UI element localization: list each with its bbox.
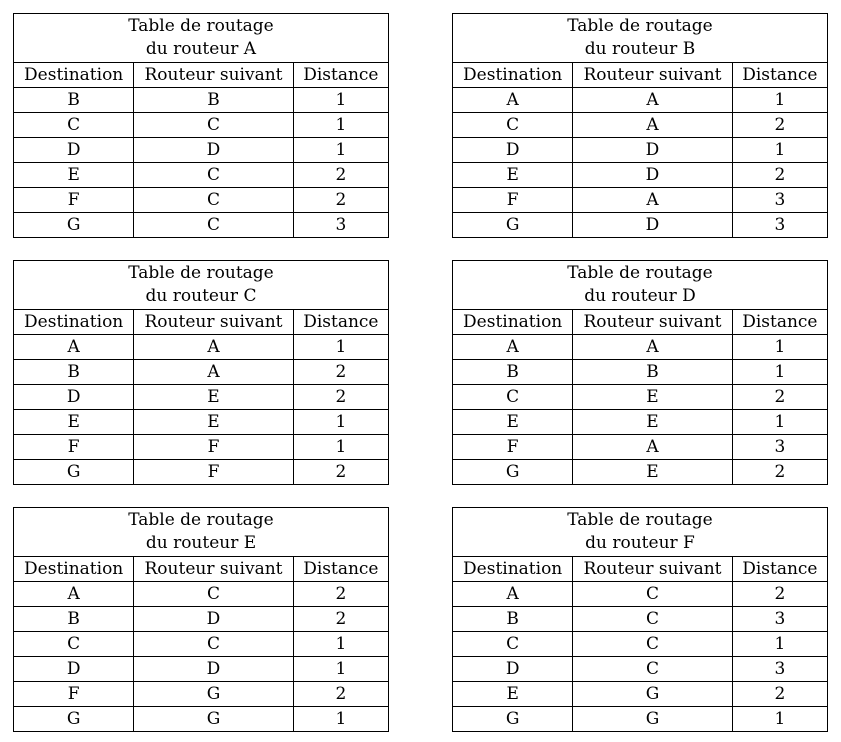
column-header-destination: Destination [14,557,134,582]
table-row [14,410,389,435]
cell-destination: C [14,113,134,138]
cell-next-router: A [573,435,732,460]
table-row [453,410,828,435]
table-row [14,213,389,238]
cell-distance: 2 [732,385,827,410]
column-header-destination: Destination [453,310,573,335]
cell-destination: G [453,707,573,732]
cell-next-router: E [573,410,732,435]
cell-destination: D [453,657,573,682]
table-row [453,435,828,460]
table-row [453,213,828,238]
table-title [453,261,828,310]
column-header-row [453,63,828,88]
routing-table-router-b [452,13,828,238]
cell-distance: 3 [293,213,388,238]
cell-destination: F [14,682,134,707]
cell-destination: E [14,163,134,188]
cell-destination: F [14,435,134,460]
cell-distance: 1 [732,88,827,113]
routing-table-router-a [13,13,389,238]
column-header-row [453,557,828,582]
table-row [14,88,389,113]
cell-destination: A [14,582,134,607]
cell-destination: B [14,360,134,385]
table-row [453,707,828,732]
table-row [453,138,828,163]
table-row [14,360,389,385]
table-row [14,435,389,460]
cell-destination: E [453,163,573,188]
cell-destination: D [14,657,134,682]
column-header-destination: Destination [453,63,573,88]
table-row [14,460,389,485]
table-row [453,682,828,707]
cell-next-router: C [134,582,293,607]
cell-distance: 3 [732,657,827,682]
cell-next-router: G [134,707,293,732]
table-row [14,657,389,682]
table-title-line2: du routeur A [145,39,257,59]
table-row [453,385,828,410]
cell-distance: 3 [732,188,827,213]
cell-distance: 1 [732,360,827,385]
table-title [14,508,389,557]
cell-distance: 1 [293,335,388,360]
cell-next-router: C [573,657,732,682]
column-header-distance: Distance [732,557,827,582]
table-title-line2: du routeur D [584,286,696,306]
cell-next-router: E [573,460,732,485]
routing-table-router-f [452,507,828,732]
cell-distance: 2 [732,460,827,485]
table-row [453,607,828,632]
table-row [14,582,389,607]
column-header-next-router: Routeur suivant [573,557,732,582]
cell-next-router: A [134,335,293,360]
table-row [453,163,828,188]
cell-distance: 3 [732,607,827,632]
cell-distance: 2 [732,163,827,188]
cell-destination: A [453,335,573,360]
table-title-line1: Table de routage [567,263,713,283]
cell-distance: 1 [293,113,388,138]
cell-destination: C [14,632,134,657]
cell-next-router: C [134,113,293,138]
column-header-row [14,557,389,582]
cell-next-router: C [134,163,293,188]
cell-destination: B [453,607,573,632]
routing-table-router-c [13,260,389,485]
table-title-row [14,508,389,557]
cell-destination: F [453,435,573,460]
cell-destination: C [453,113,573,138]
table-row [453,582,828,607]
table-row [453,113,828,138]
column-header-distance: Distance [732,310,827,335]
cell-destination: D [453,138,573,163]
table-title-line1: Table de routage [567,16,713,36]
table-row [14,335,389,360]
table-row [14,188,389,213]
cell-distance: 1 [293,88,388,113]
cell-destination: B [14,88,134,113]
table-title [453,14,828,63]
cell-next-router: A [573,188,732,213]
table-title [14,261,389,310]
table-title-line1: Table de routage [128,263,274,283]
table-title-line1: Table de routage [567,510,713,530]
table-row [14,632,389,657]
table-row [14,607,389,632]
table-title-row [453,14,828,63]
table-title-row [453,508,828,557]
cell-distance: 1 [293,707,388,732]
cell-next-router: A [573,88,732,113]
cell-next-router: C [573,632,732,657]
table-row [14,682,389,707]
cell-distance: 3 [732,435,827,460]
cell-destination: G [453,460,573,485]
table-row [14,163,389,188]
routing-table-router-d [452,260,828,485]
cell-next-router: G [134,682,293,707]
cell-destination: B [14,607,134,632]
column-header-distance: Distance [293,63,388,88]
routing-table-router-e [13,507,389,732]
cell-distance: 1 [732,632,827,657]
column-header-next-router: Routeur suivant [134,557,293,582]
cell-next-router: D [134,138,293,163]
cell-distance: 2 [732,113,827,138]
cell-distance: 1 [293,138,388,163]
column-header-next-router: Routeur suivant [134,63,293,88]
cell-destination: E [453,682,573,707]
table-row [453,632,828,657]
cell-next-router: A [134,360,293,385]
table-title-line1: Table de routage [128,16,274,36]
cell-destination: F [14,188,134,213]
table-row [14,113,389,138]
cell-next-router: A [573,113,732,138]
cell-distance: 1 [732,410,827,435]
column-header-destination: Destination [453,557,573,582]
cell-next-router: A [573,335,732,360]
table-title-row [14,261,389,310]
column-header-row [14,63,389,88]
cell-distance: 1 [293,657,388,682]
column-header-distance: Distance [293,310,388,335]
cell-next-router: E [573,385,732,410]
table-row [453,335,828,360]
cell-destination: A [14,335,134,360]
cell-next-router: C [134,213,293,238]
table-row [453,88,828,113]
column-header-next-router: Routeur suivant [573,63,732,88]
cell-distance: 1 [293,632,388,657]
table-title [453,508,828,557]
cell-distance: 2 [293,360,388,385]
cell-next-router: C [134,188,293,213]
cell-next-router: D [573,138,732,163]
table-title-row [453,261,828,310]
column-header-row [14,310,389,335]
cell-destination: E [14,410,134,435]
cell-next-router: D [134,607,293,632]
cell-distance: 2 [732,682,827,707]
cell-destination: A [453,88,573,113]
column-header-distance: Distance [293,557,388,582]
cell-next-router: F [134,460,293,485]
cell-next-router: G [573,682,732,707]
table-title-row [14,14,389,63]
cell-distance: 2 [293,188,388,213]
cell-next-router: C [573,582,732,607]
table-title-line2: du routeur C [145,286,257,306]
table-row [453,460,828,485]
cell-distance: 3 [732,213,827,238]
table-row [453,188,828,213]
table-row [14,707,389,732]
cell-next-router: D [573,213,732,238]
cell-distance: 2 [293,460,388,485]
cell-destination: D [14,385,134,410]
cell-distance: 2 [293,582,388,607]
cell-destination: G [14,213,134,238]
table-row [453,360,828,385]
cell-distance: 1 [293,410,388,435]
cell-distance: 2 [293,682,388,707]
cell-destination: F [453,188,573,213]
cell-destination: E [453,410,573,435]
column-header-next-router: Routeur suivant [573,310,732,335]
cell-destination: D [14,138,134,163]
cell-destination: G [14,707,134,732]
cell-distance: 2 [293,385,388,410]
column-header-next-router: Routeur suivant [134,310,293,335]
cell-destination: B [453,360,573,385]
cell-next-router: D [573,163,732,188]
cell-next-router: E [134,385,293,410]
cell-next-router: C [134,632,293,657]
cell-distance: 2 [732,582,827,607]
cell-next-router: F [134,435,293,460]
table-title-line1: Table de routage [128,510,274,530]
cell-distance: 2 [293,607,388,632]
table-title-line2: du routeur B [584,39,696,59]
cell-next-router: D [134,657,293,682]
cell-destination: C [453,632,573,657]
column-header-row [453,310,828,335]
cell-distance: 1 [732,138,827,163]
column-header-destination: Destination [14,310,134,335]
table-row [14,138,389,163]
table-row [14,385,389,410]
cell-destination: C [453,385,573,410]
cell-destination: G [453,213,573,238]
cell-distance: 2 [293,163,388,188]
table-title-line2: du routeur F [585,533,695,553]
cell-next-router: B [134,88,293,113]
cell-next-router: G [573,707,732,732]
cell-destination: G [14,460,134,485]
column-header-distance: Distance [732,63,827,88]
cell-distance: 1 [732,707,827,732]
cell-next-router: B [573,360,732,385]
cell-distance: 1 [293,435,388,460]
table-title [14,14,389,63]
table-row [453,657,828,682]
cell-distance: 1 [732,335,827,360]
cell-next-router: C [573,607,732,632]
column-header-destination: Destination [14,63,134,88]
cell-next-router: E [134,410,293,435]
cell-destination: A [453,582,573,607]
table-title-line2: du routeur E [145,533,257,553]
